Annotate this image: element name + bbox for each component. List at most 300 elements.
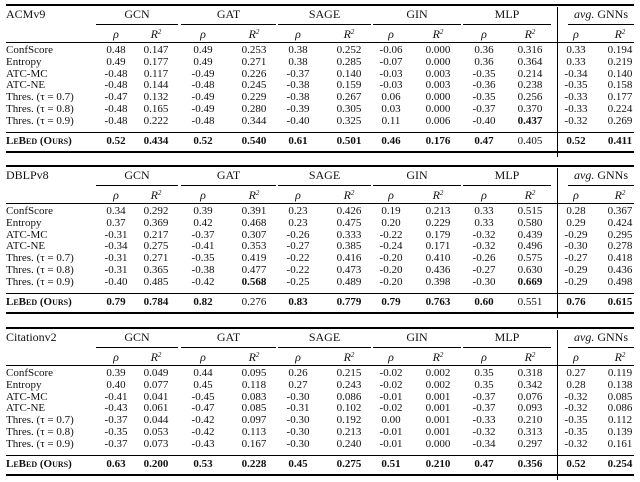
r-symbol: R: [343, 188, 351, 202]
table-cell: 0.147: [143, 44, 169, 56]
r-superscript: 2: [157, 351, 162, 359]
table-cell: -0.49: [191, 103, 215, 115]
table-cell: 0.385: [336, 240, 362, 253]
table-cell: 0.229: [241, 91, 267, 104]
table-cell: 0.215: [336, 367, 362, 379]
r-symbol: R: [432, 188, 440, 202]
table-cell: -0.32: [472, 426, 496, 438]
table-cell: -0.30: [286, 414, 310, 427]
table-cell: 0.113: [241, 426, 267, 438]
table-block-dblpv8: [6, 165, 634, 320]
table-cell: -0.33: [564, 91, 588, 104]
table-cell: 0.424: [607, 216, 633, 229]
table-cell: -0.20: [379, 264, 403, 276]
table-cell: 0.073: [143, 437, 169, 450]
table-cell: -0.30: [286, 437, 310, 450]
table-cell: 0.318: [517, 367, 543, 379]
cmidrule-gin: [373, 347, 461, 348]
table-cell: 0.19: [381, 205, 401, 217]
table-block-citationv2: [6, 327, 634, 482]
r-symbol: R: [432, 350, 440, 364]
ours-rule: [6, 293, 634, 294]
table-cell: 0.000: [425, 44, 451, 56]
table-cell: 0.238: [517, 79, 543, 92]
table-cell: 0.179: [425, 228, 451, 241]
table-cell: 0.256: [517, 91, 543, 104]
table-cell: -0.35: [564, 79, 588, 92]
table-cell: -0.48: [104, 114, 128, 127]
metric-header-r2: [433, 27, 444, 41]
table-cell: 0.112: [607, 414, 633, 427]
table-cell: -0.20: [379, 275, 403, 288]
metric-header-rho: ρ: [200, 350, 206, 364]
table-cell: -0.34: [564, 67, 588, 80]
metric-header-r2: [344, 350, 355, 364]
table-cell: 0.224: [607, 103, 633, 115]
ours-rule: [6, 455, 634, 456]
table-cell: 0.33: [566, 44, 586, 56]
metric-header-rho: ρ: [388, 350, 394, 364]
r-symbol: R: [524, 350, 532, 364]
table-cell: 0.48: [106, 44, 126, 56]
method-label: ATC-NE: [6, 402, 46, 415]
table-cell: -0.35: [472, 91, 496, 104]
table-cell: 0.501: [336, 135, 362, 147]
metric-header-r2: [344, 188, 355, 202]
cmidrule-gat: [181, 347, 276, 348]
table-cell: 0.165: [143, 103, 169, 115]
table-cell: -0.02: [379, 402, 403, 415]
table-cell: -0.42: [191, 414, 215, 427]
table-cell: -0.37: [472, 402, 496, 415]
table-cell: 0.353: [241, 240, 267, 253]
table-cell: -0.20: [379, 252, 403, 265]
metric-header-r2: [525, 188, 536, 202]
table-cell: 0.398: [425, 275, 451, 288]
table-cell: 0.615: [607, 296, 633, 308]
r-symbol: R: [150, 350, 158, 364]
cmidrule-gin: [373, 24, 461, 25]
metric-header-rho: ρ: [295, 188, 301, 202]
table-cell: 0.61: [288, 135, 308, 147]
table-cell: 0.061: [143, 402, 169, 415]
table-cell: 0.47: [474, 135, 494, 147]
table-cell: -0.35: [104, 426, 128, 438]
table-cell: -0.25: [286, 275, 310, 288]
metric-header-rho: ρ: [200, 188, 206, 202]
table-cell: 0.496: [517, 240, 543, 253]
table-cell: 0.161: [607, 437, 633, 450]
table-cell: -0.01: [379, 426, 403, 438]
table-cell: 0.119: [607, 367, 633, 379]
metric-header-r2: [249, 27, 260, 41]
method-label: Thres. (τ = 0.7): [6, 414, 74, 427]
table-cell: 0.222: [143, 114, 169, 127]
avg-separator: [557, 168, 558, 318]
table-cell: 0.477: [241, 264, 267, 276]
table-cell: 0.086: [336, 390, 362, 403]
table-cell: -0.48: [104, 103, 128, 115]
metric-header-rho: ρ: [113, 27, 119, 41]
table-cell: -0.33: [472, 414, 496, 427]
table-cell: -0.35: [564, 426, 588, 438]
table-cell: -0.32: [472, 228, 496, 241]
table-cell: 0.49: [193, 55, 213, 68]
method-label: Thres. (τ = 0.8): [6, 103, 74, 115]
table-cell: 0.044: [143, 414, 169, 427]
r-superscript: 2: [621, 28, 626, 36]
method-label-ours: LeBed (Ours): [6, 296, 72, 308]
r-symbol: R: [343, 350, 351, 364]
table-cell: 0.37: [106, 216, 126, 229]
table-block-acmv9: [6, 4, 634, 159]
table-cell: 0.34: [106, 205, 126, 217]
table-cell: 0.489: [336, 275, 362, 288]
table-cell: 0.51: [381, 458, 401, 470]
table-cell: 0.369: [143, 216, 169, 229]
table-cell: -0.37: [104, 414, 128, 427]
r-superscript: 2: [255, 189, 260, 197]
column-header-gin: GIN: [406, 330, 428, 344]
table-cell: -0.39: [286, 103, 310, 115]
table-cell: -0.30: [286, 426, 310, 438]
table-cell: 0.228: [241, 458, 267, 470]
column-header-mlp: MLP: [494, 330, 520, 344]
metric-header-r2: [344, 27, 355, 41]
table-cell: 0.365: [143, 264, 169, 276]
table-cell: 0.763: [425, 296, 451, 308]
table-cell: 0.158: [607, 79, 633, 92]
table-cell: 0.292: [143, 205, 169, 217]
r-superscript: 2: [531, 28, 536, 36]
table-cell: -0.34: [472, 437, 496, 450]
dataset-label: ACMv9: [6, 7, 46, 21]
table-cell: -0.42: [191, 426, 215, 438]
metric-header-rho: ρ: [481, 188, 487, 202]
column-header-sage: SAGE: [308, 330, 341, 344]
table-cell: 0.36: [474, 55, 494, 68]
r-symbol: R: [343, 27, 351, 41]
r-superscript: 2: [255, 351, 260, 359]
method-label-ours: LeBed (Ours): [6, 458, 72, 470]
r-superscript: 2: [531, 351, 536, 359]
r-symbol: R: [248, 27, 256, 41]
table-cell: -0.31: [104, 252, 128, 265]
table-cell: -0.30: [472, 275, 496, 288]
cmidrule-gin: [373, 185, 461, 186]
table-cell: 0.485: [143, 275, 169, 288]
table-cell: 0.077: [143, 378, 169, 391]
column-header-gcn: GCN: [124, 330, 150, 344]
avg-prefix: avg.: [574, 168, 595, 182]
r-superscript: 2: [621, 351, 626, 359]
table-cell: 0.475: [336, 216, 362, 229]
table-cell: 0.093: [517, 402, 543, 415]
table-cell: 0.307: [241, 228, 267, 241]
table-cell: 0.356: [517, 458, 543, 470]
metric-header-r2: [249, 188, 260, 202]
r-superscript: 2: [439, 351, 444, 359]
table-cell: 0.23: [288, 216, 308, 229]
table-cell: 0.28: [566, 205, 586, 217]
method-label: Entropy: [6, 216, 42, 229]
table-cell: -0.26: [286, 228, 310, 241]
table-cell: 0.06: [381, 91, 401, 104]
table-cell: 0.35: [474, 378, 494, 391]
table-cell: 0.002: [425, 367, 451, 379]
table-cell: 0.219: [607, 55, 633, 68]
table-cell: 0.333: [336, 228, 362, 241]
method-label: ATC-MC: [6, 228, 48, 241]
table-cell: 0.82: [193, 296, 213, 308]
table-cell: 0.006: [425, 114, 451, 127]
table-cell: 0.364: [517, 55, 543, 68]
metric-header-r2: [615, 27, 626, 41]
method-label: ATC-NE: [6, 240, 46, 253]
table-cell: -0.30: [564, 240, 588, 253]
method-label: Thres. (τ = 0.7): [6, 252, 74, 265]
avg-suffix: GNNs: [597, 7, 628, 21]
table-cell: 0.33: [474, 216, 494, 229]
table-cell: -0.48: [191, 114, 215, 127]
table-cell: 0.344: [241, 114, 267, 127]
table-cell: 0.52: [566, 458, 586, 470]
table-cell: 0.177: [143, 55, 169, 68]
cmidrule-gcn: [96, 24, 178, 25]
table-cell: -0.22: [379, 228, 403, 241]
table-cell: 0.39: [106, 367, 126, 379]
table-cell: 0.405: [517, 135, 543, 147]
table-cell: 0.229: [425, 216, 451, 229]
cmidrule-sage: [278, 185, 371, 186]
table-cell: -0.29: [564, 275, 588, 288]
metric-header-rho: ρ: [200, 27, 206, 41]
r-superscript: 2: [157, 189, 162, 197]
top-rule: [6, 4, 634, 6]
r-superscript: 2: [350, 189, 355, 197]
column-header-avg-gnns: [574, 330, 628, 344]
table-cell: 0.434: [143, 135, 169, 147]
table-cell: -0.49: [191, 67, 215, 80]
table-cell: 0.33: [566, 55, 586, 68]
table-cell: 0.192: [336, 414, 362, 427]
method-label: ConfScore: [6, 205, 54, 217]
table-cell: 0.305: [336, 103, 362, 115]
metric-header-rho: ρ: [388, 188, 394, 202]
cmidrule-avg: [568, 24, 634, 25]
table-cell: 0.49: [193, 44, 213, 56]
table-cell: 0.52: [566, 135, 586, 147]
table-cell: 0.79: [381, 296, 401, 308]
r-symbol: R: [614, 350, 622, 364]
table-cell: 0.27: [288, 378, 308, 391]
table-cell: -0.26: [472, 252, 496, 265]
table-cell: 0.049: [143, 367, 169, 379]
r-symbol: R: [524, 188, 532, 202]
table-cell: 0.23: [288, 205, 308, 217]
bottom-rule: [6, 474, 634, 476]
table-cell: 0.076: [517, 390, 543, 403]
table-cell: 0.097: [241, 414, 267, 427]
table-cell: 0.102: [336, 402, 362, 415]
table-cell: 0.275: [336, 458, 362, 470]
table-cell: 0.275: [143, 240, 169, 253]
table-cell: 0.210: [425, 458, 451, 470]
metric-header-r2: [151, 188, 162, 202]
table-cell: 0.000: [425, 437, 451, 450]
metric-header-r2: [433, 188, 444, 202]
top-rule: [6, 327, 634, 329]
avg-suffix: GNNs: [597, 168, 628, 182]
table-cell: -0.38: [191, 264, 215, 276]
table-cell: -0.37: [104, 437, 128, 450]
bottom-rule: [6, 312, 634, 314]
table-cell: 0.436: [425, 264, 451, 276]
avg-suffix: GNNs: [597, 330, 628, 344]
method-label: ConfScore: [6, 44, 54, 56]
table-cell: -0.32: [564, 402, 588, 415]
method-label: ConfScore: [6, 367, 54, 379]
cmidrule-gcn: [96, 185, 178, 186]
table-cell: 0.439: [517, 228, 543, 241]
table-cell: -0.42: [191, 275, 215, 288]
table-cell: -0.36: [472, 79, 496, 92]
method-label: Thres. (τ = 0.8): [6, 426, 74, 438]
table-cell: -0.02: [379, 367, 403, 379]
table-cell: -0.27: [472, 264, 496, 276]
table-cell: -0.32: [564, 114, 588, 127]
table-cell: -0.03: [379, 79, 403, 92]
cmidrule-mlp: [463, 347, 551, 348]
table-cell: 0.053: [143, 426, 169, 438]
table-cell: -0.41: [191, 240, 215, 253]
column-header-gat: GAT: [216, 7, 241, 21]
table-cell: 0.28: [566, 378, 586, 391]
table-cell: -0.45: [191, 390, 215, 403]
table-cell: 0.295: [607, 228, 633, 241]
method-label: ATC-MC: [6, 67, 48, 80]
table-cell: 0.240: [336, 437, 362, 450]
table-cell: 0.426: [336, 205, 362, 217]
metric-header-rho: ρ: [573, 188, 579, 202]
table-cell: -0.35: [564, 414, 588, 427]
table-cell: -0.49: [191, 91, 215, 104]
table-cell: -0.47: [104, 91, 128, 104]
table-cell: -0.40: [286, 114, 310, 127]
column-header-gcn: GCN: [124, 168, 150, 182]
metric-header-rho: ρ: [573, 350, 579, 364]
ours-rule: [6, 132, 634, 133]
table-cell: 0.52: [106, 135, 126, 147]
method-label: Entropy: [6, 55, 42, 68]
dataset-label: DBLPv8: [6, 168, 49, 182]
table-cell: 0.45: [288, 458, 308, 470]
table-cell: 0.33: [474, 205, 494, 217]
table-cell: 0.391: [241, 205, 267, 217]
cmidrule-avg: [568, 347, 634, 348]
table-cell: 0.779: [336, 296, 362, 308]
table-cell: 0.580: [517, 216, 543, 229]
table-cell: 0.000: [425, 55, 451, 68]
table-cell: 0.252: [336, 44, 362, 56]
table-cell: 0.085: [607, 390, 633, 403]
table-cell: 0.44: [193, 367, 213, 379]
avg-separator: [557, 330, 558, 480]
method-label: Thres. (τ = 0.9): [6, 275, 74, 288]
table-cell: 0.214: [517, 67, 543, 80]
table-cell: 0.297: [517, 437, 543, 450]
table-cell: 0.167: [241, 437, 267, 450]
metric-header-r2: [615, 350, 626, 364]
table-cell: -0.03: [379, 67, 403, 80]
table-cell: 0.38: [288, 44, 308, 56]
table-cell: 0.27: [566, 367, 586, 379]
table-cell: -0.30: [286, 390, 310, 403]
r-superscript: 2: [255, 28, 260, 36]
table-cell: -0.22: [286, 264, 310, 276]
table-cell: 0.132: [143, 91, 169, 104]
table-cell: 0.83: [288, 296, 308, 308]
avg-prefix: avg.: [574, 7, 595, 21]
table-cell: 0.669: [517, 275, 543, 288]
table-cell: 0.410: [425, 252, 451, 265]
table-cell: 0.085: [241, 402, 267, 415]
table-cell: 0.254: [607, 458, 633, 470]
table-cell: 0.418: [607, 252, 633, 265]
table-cell: 0.342: [517, 378, 543, 391]
r-symbol: R: [614, 188, 622, 202]
table-cell: -0.38: [286, 79, 310, 92]
table-cell: -0.22: [286, 252, 310, 265]
table-cell: 0.213: [425, 205, 451, 217]
table-cell: 0.245: [241, 79, 267, 92]
metric-header-r2: [249, 350, 260, 364]
column-header-avg-gnns: [574, 168, 628, 182]
header-rule: [6, 365, 634, 366]
table-cell: 0.217: [143, 228, 169, 241]
table-cell: 0.269: [607, 114, 633, 127]
method-label: Thres. (τ = 0.9): [6, 437, 74, 450]
method-label-ours: LeBed (Ours): [6, 135, 72, 147]
cmidrule-mlp: [463, 24, 551, 25]
table-cell: 0.79: [106, 296, 126, 308]
table-cell: 0.177: [607, 91, 633, 104]
column-header-mlp: MLP: [494, 7, 520, 21]
method-label: ATC-MC: [6, 390, 48, 403]
column-header-sage: SAGE: [308, 7, 341, 21]
column-header-gin: GIN: [406, 7, 428, 21]
table-cell: 0.419: [241, 252, 267, 265]
table-cell: -0.48: [104, 79, 128, 92]
column-header-gin: GIN: [406, 168, 428, 182]
cmidrule-avg: [568, 185, 634, 186]
table-cell: 0.213: [336, 426, 362, 438]
metric-header-rho: ρ: [573, 27, 579, 41]
table-cell: 0.313: [517, 426, 543, 438]
table-cell: 0.000: [425, 91, 451, 104]
table-cell: -0.48: [104, 67, 128, 80]
table-cell: 0.63: [106, 458, 126, 470]
cmidrule-gat: [181, 185, 276, 186]
table-cell: 0.316: [517, 44, 543, 56]
column-header-avg-gnns: [574, 7, 628, 21]
metric-header-r2: [525, 350, 536, 364]
table-cell: 0.095: [241, 367, 267, 379]
table-cell: -0.33: [564, 103, 588, 115]
table-cell: 0.53: [193, 458, 213, 470]
cmidrule-sage: [278, 347, 371, 348]
table-cell: 0.003: [425, 67, 451, 80]
